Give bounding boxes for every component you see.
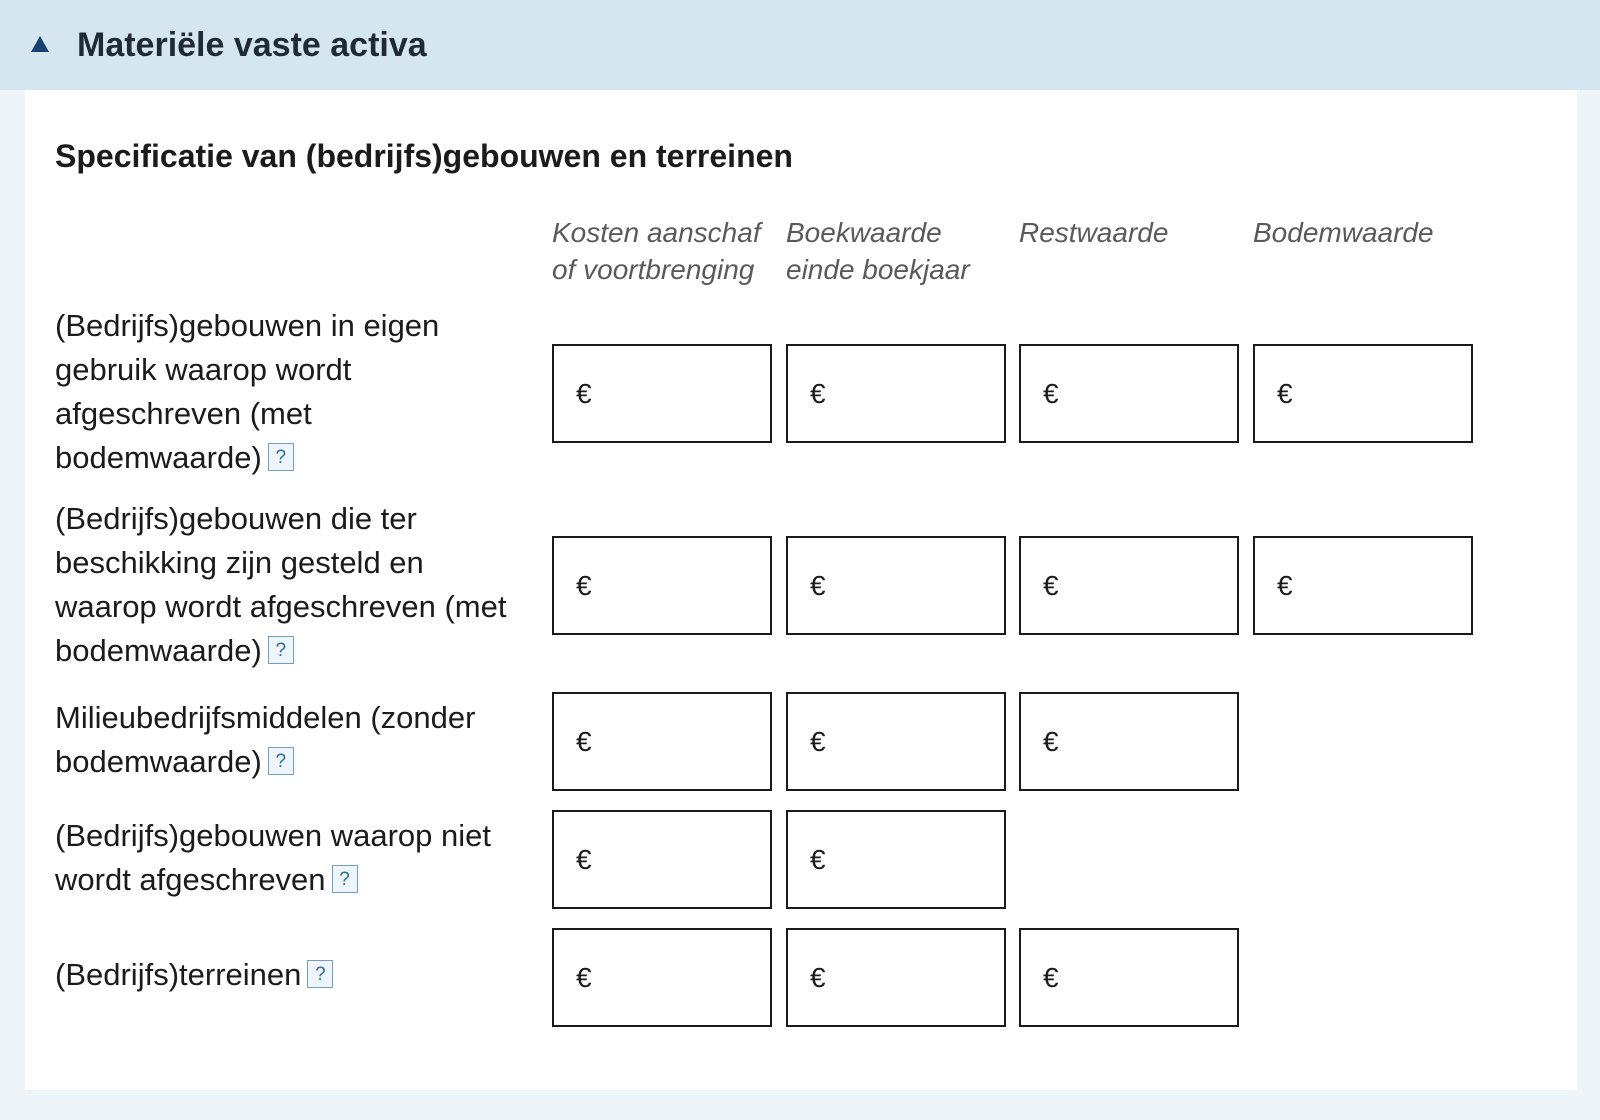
amount-input[interactable]	[1305, 556, 1465, 616]
content-panel	[25, 90, 1577, 1090]
amount-field-boekwaarde-row5[interactable]	[786, 928, 1006, 1027]
euro-icon: €	[1043, 961, 1059, 993]
help-icon[interactable]: ?	[307, 960, 333, 988]
euro-icon: €	[1277, 569, 1293, 601]
help-icon[interactable]: ?	[268, 443, 294, 471]
amount-field-restwaarde-row5[interactable]	[1019, 928, 1239, 1027]
amount-field-restwaarde-row3[interactable]	[1019, 692, 1239, 791]
column-header-line: Boekwaarde	[786, 217, 942, 248]
column-header-boekwaarde	[786, 214, 1016, 288]
euro-icon: €	[810, 725, 826, 757]
amount-field-restwaarde-row2[interactable]	[1019, 536, 1239, 635]
row-label-text: (Bedrijfs)gebouwen in eigen gebruik waarop wordt afgeschreven (met bodemwaarde)	[55, 308, 440, 475]
amount-input[interactable]	[838, 948, 998, 1008]
amount-input[interactable]	[604, 712, 764, 772]
section-header-toggle[interactable]	[0, 0, 1600, 90]
amount-input[interactable]	[1305, 364, 1465, 424]
row-label-gebouwen-niet-afgeschreven	[55, 814, 525, 902]
triangle-up-icon[interactable]	[31, 36, 49, 52]
amount-input[interactable]	[838, 712, 998, 772]
row-label-milieubedrijfsmiddelen	[55, 696, 525, 784]
column-header-restwaarde	[1019, 214, 1249, 251]
amount-input[interactable]	[1071, 364, 1231, 424]
row-label-gebouwen-eigen-gebruik	[55, 304, 525, 480]
section-title: Materiële vaste activa	[77, 26, 427, 64]
amount-field-boekwaarde-row3[interactable]	[786, 692, 1006, 791]
euro-icon: €	[1277, 377, 1293, 409]
amount-input[interactable]	[1071, 712, 1231, 772]
euro-icon: €	[810, 961, 826, 993]
help-icon[interactable]: ?	[268, 636, 294, 664]
row-label-terreinen	[55, 953, 525, 997]
column-header-line: einde boekjaar	[786, 254, 970, 285]
row-label-text: (Bedrijfs)gebouwen waarop niet wordt afgeschreven	[55, 818, 491, 897]
column-header-bodemwaarde	[1253, 214, 1483, 251]
euro-icon: €	[810, 843, 826, 875]
euro-icon: €	[810, 377, 826, 409]
euro-icon: €	[1043, 377, 1059, 409]
amount-input[interactable]	[604, 948, 764, 1008]
amount-field-restwaarde-row1[interactable]	[1019, 344, 1239, 443]
subsection-title: Specificatie van (bedrijfs)gebouwen en terreinen	[55, 138, 793, 174]
amount-field-boekwaarde-row1[interactable]	[786, 344, 1006, 443]
amount-field-kosten-row1[interactable]	[552, 344, 772, 443]
amount-field-bodemwaarde-row2[interactable]	[1253, 536, 1473, 635]
column-header-line: Kosten aanschaf	[552, 217, 761, 248]
help-icon[interactable]: ?	[332, 865, 358, 893]
row-label-gebouwen-ter-beschikking	[55, 497, 525, 673]
euro-icon: €	[576, 843, 592, 875]
amount-input[interactable]	[604, 364, 764, 424]
euro-icon: €	[576, 569, 592, 601]
amount-input[interactable]	[838, 364, 998, 424]
column-header-kosten	[552, 214, 782, 288]
amount-field-kosten-row2[interactable]	[552, 536, 772, 635]
row-label-text: Milieubedrijfsmiddelen (zonder bodemwaarde)	[55, 700, 476, 779]
column-header-line: Bodemwaarde	[1253, 217, 1434, 248]
amount-field-bodemwaarde-row1[interactable]	[1253, 344, 1473, 443]
amount-input[interactable]	[1071, 556, 1231, 616]
amount-input[interactable]	[604, 556, 764, 616]
euro-icon: €	[576, 725, 592, 757]
euro-icon: €	[810, 569, 826, 601]
row-label-text: (Bedrijfs)terreinen	[55, 957, 302, 992]
euro-icon: €	[1043, 569, 1059, 601]
amount-input[interactable]	[1071, 948, 1231, 1008]
amount-input[interactable]	[604, 830, 764, 890]
row-label-text: (Bedrijfs)gebouwen die ter beschikking zijn gesteld en waarop wordt afgeschreven (met bodemwaarde)	[55, 501, 507, 668]
euro-icon: €	[576, 377, 592, 409]
amount-input[interactable]	[838, 830, 998, 890]
amount-field-boekwaarde-row2[interactable]	[786, 536, 1006, 635]
euro-icon: €	[576, 961, 592, 993]
amount-field-kosten-row5[interactable]	[552, 928, 772, 1027]
column-header-line: of voortbrenging	[552, 254, 755, 285]
euro-icon: €	[1043, 725, 1059, 757]
amount-field-kosten-row4[interactable]	[552, 810, 772, 909]
amount-input[interactable]	[838, 556, 998, 616]
column-header-line: Restwaarde	[1019, 217, 1169, 248]
amount-field-boekwaarde-row4[interactable]	[786, 810, 1006, 909]
help-icon[interactable]: ?	[268, 747, 294, 775]
amount-field-kosten-row3[interactable]	[552, 692, 772, 791]
